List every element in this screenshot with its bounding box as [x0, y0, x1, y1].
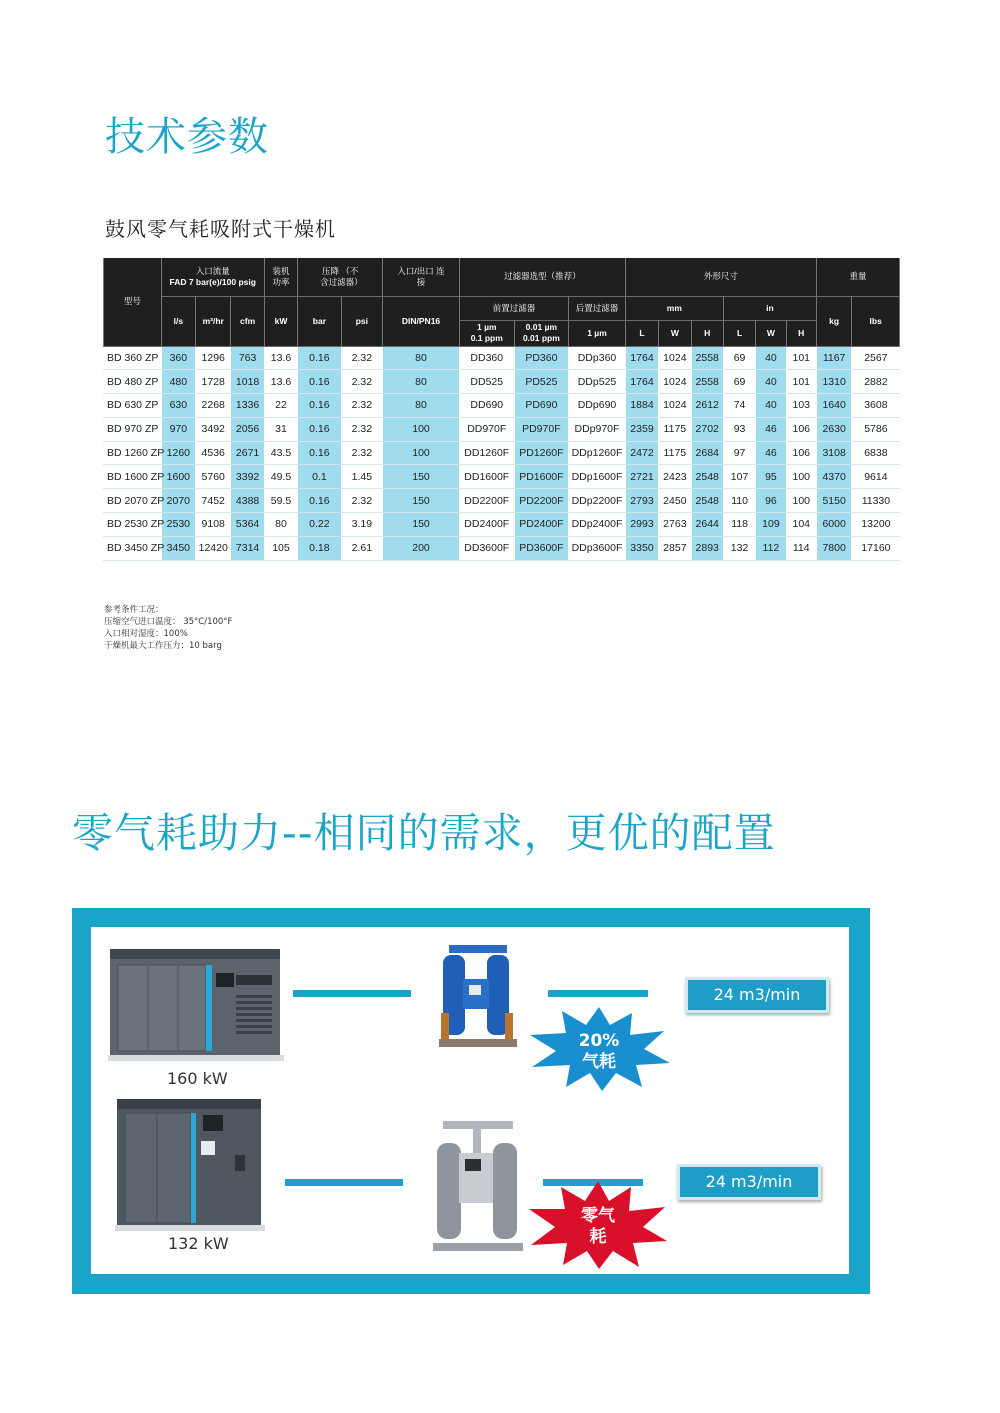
- cell-kw: 22: [264, 394, 297, 418]
- header-flow: [161, 258, 264, 296]
- top-power-label: 160 kW: [167, 1069, 228, 1088]
- unit-pd-a: 0.01 µm: [525, 322, 558, 332]
- cell-ls: 630: [161, 394, 195, 418]
- table-row: [104, 441, 900, 465]
- cell-dd: DD2200F: [459, 489, 514, 513]
- cell-h-in: 101: [786, 370, 816, 394]
- cell-pd: PD970F: [514, 417, 569, 441]
- cell-lbs: 3608: [852, 394, 900, 418]
- cell-kw: 13.6: [264, 346, 297, 370]
- cell-model: BD 2070 ZP: [104, 489, 162, 513]
- cell-pd: PD2400F: [514, 513, 569, 537]
- cell-psi: 2.32: [341, 394, 382, 418]
- cell-h-mm: 2702: [691, 417, 723, 441]
- unit-in: in: [723, 296, 816, 320]
- cell-w-in: 46: [756, 441, 786, 465]
- cell-l-mm: 1764: [625, 370, 658, 394]
- cell-ls: 2530: [161, 513, 195, 537]
- connector-line: [548, 990, 648, 997]
- cell-l-mm: 2993: [625, 513, 658, 537]
- cell-l-mm: 2721: [625, 465, 658, 489]
- cell-h-in: 104: [786, 513, 816, 537]
- cell-ls: 480: [161, 370, 195, 394]
- cell-l-in: 118: [723, 513, 755, 537]
- cell-bar: 0.22: [298, 513, 341, 537]
- unit-kw: kW: [264, 296, 297, 346]
- cell-psi: 2.32: [341, 346, 382, 370]
- spec-table-body: [104, 346, 900, 560]
- cell-dd: DD690: [459, 394, 514, 418]
- cell-h-mm: 2548: [691, 489, 723, 513]
- table-row: [104, 513, 900, 537]
- unit-mm: mm: [625, 296, 723, 320]
- cell-cfm: 4388: [231, 489, 264, 513]
- header-model: 型号: [104, 258, 162, 346]
- cell-cfm: 2671: [231, 441, 264, 465]
- cell-lbs: 5786: [852, 417, 900, 441]
- connector-line: [293, 990, 411, 997]
- cell-h-in: 100: [786, 489, 816, 513]
- cell-din: 150: [383, 465, 460, 489]
- cell-bar: 0.16: [298, 370, 341, 394]
- cell-model: BD 360 ZP: [104, 346, 162, 370]
- header-pre-filter: 前置过滤器: [459, 296, 568, 320]
- cell-m3hr: 12420: [196, 536, 231, 560]
- cell-lbs: 17160: [852, 536, 900, 560]
- top-flow-box: 24 m3/min: [685, 977, 829, 1013]
- blue-dryer-image: [429, 943, 525, 1055]
- unit-H-in: H: [786, 320, 816, 346]
- cell-w-in: 40: [756, 394, 786, 418]
- cell-w-mm: 1175: [659, 441, 691, 465]
- unit-bar: bar: [298, 296, 341, 346]
- cell-pd: PD690: [514, 394, 569, 418]
- cell-kw: 49.5: [264, 465, 297, 489]
- note-line: 入口相对湿度：100%: [104, 629, 188, 639]
- unit-lbs: lbs: [852, 296, 900, 346]
- cell-ddp: DDp690: [569, 394, 626, 418]
- cell-h-mm: 2684: [691, 441, 723, 465]
- cell-h-in: 114: [786, 536, 816, 560]
- cell-cfm: 7314: [231, 536, 264, 560]
- unit-pd-b: 0.01 ppm: [522, 333, 560, 343]
- cell-bar: 0.1: [298, 465, 341, 489]
- cell-m3hr: 5760: [196, 465, 231, 489]
- cell-pd: PD1600F: [514, 465, 569, 489]
- cell-h-mm: 2893: [691, 536, 723, 560]
- cell-l-mm: 1764: [625, 346, 658, 370]
- unit-L-in: L: [723, 320, 755, 346]
- cell-h-in: 106: [786, 441, 816, 465]
- grey-dryer-image: [427, 1117, 527, 1253]
- header-filter: 过滤器选型（推荐）: [459, 258, 625, 296]
- cell-kg: 7800: [816, 536, 851, 560]
- cell-l-in: 74: [723, 394, 755, 418]
- cell-w-in: 109: [756, 513, 786, 537]
- header-power: 装机 功率: [264, 258, 297, 296]
- note-line: 参考条件工况：: [104, 605, 164, 615]
- cell-psi: 2.32: [341, 441, 382, 465]
- cell-ls: 2070: [161, 489, 195, 513]
- cell-w-in: 46: [756, 417, 786, 441]
- cell-ddp: DDp2400F: [569, 513, 626, 537]
- cell-bar: 0.18: [298, 536, 341, 560]
- cell-kg: 1310: [816, 370, 851, 394]
- cell-psi: 2.32: [341, 489, 382, 513]
- cell-w-in: 112: [756, 536, 786, 560]
- cell-ddp: DDp1260F: [569, 441, 626, 465]
- cell-model: BD 1600 ZP: [104, 465, 162, 489]
- cell-h-mm: 2612: [691, 394, 723, 418]
- unit-ls: l/s: [161, 296, 195, 346]
- cell-cfm: 2056: [231, 417, 264, 441]
- unit-m3hr: m³/hr: [196, 296, 231, 346]
- unit-din: DIN/PN16: [383, 296, 460, 346]
- cell-m3hr: 3492: [196, 417, 231, 441]
- note-line: 干燥机最大工作压力：10 barg: [104, 641, 222, 651]
- cell-kg: 1640: [816, 394, 851, 418]
- header-dimensions: 外形尺寸: [625, 258, 816, 296]
- cell-dd: DD1260F: [459, 441, 514, 465]
- cell-ddp: DDp360: [569, 346, 626, 370]
- cell-w-mm: 2423: [659, 465, 691, 489]
- table-row: [104, 536, 900, 560]
- cell-m3hr: 7452: [196, 489, 231, 513]
- cell-l-in: 132: [723, 536, 755, 560]
- badge-zero-line2: 耗: [589, 1227, 607, 1247]
- cell-lbs: 6838: [852, 441, 900, 465]
- compressor-160kw-image: [108, 945, 284, 1063]
- cell-bar: 0.16: [298, 394, 341, 418]
- cell-l-mm: 3350: [625, 536, 658, 560]
- cell-lbs: 11330: [852, 489, 900, 513]
- cell-ls: 1260: [161, 441, 195, 465]
- table-row: [104, 370, 900, 394]
- cell-kw: 31: [264, 417, 297, 441]
- cell-kg: 6000: [816, 513, 851, 537]
- cell-ls: 1600: [161, 465, 195, 489]
- cell-pd: PD525: [514, 370, 569, 394]
- cell-lbs: 9614: [852, 465, 900, 489]
- cell-bar: 0.16: [298, 489, 341, 513]
- unit-kg: kg: [816, 296, 851, 346]
- compressor-132kw-image: [115, 1095, 265, 1235]
- unit-dd-b: 0.1 ppm: [470, 333, 503, 343]
- cell-m3hr: 1296: [196, 346, 231, 370]
- unit-ddp: 1 µm: [569, 320, 626, 346]
- cell-ls: 360: [161, 346, 195, 370]
- cell-din: 80: [383, 346, 460, 370]
- cell-l-in: 93: [723, 417, 755, 441]
- cell-kg: 3108: [816, 441, 851, 465]
- cell-ddp: DDp525: [569, 370, 626, 394]
- cell-kg: 5150: [816, 489, 851, 513]
- cell-h-mm: 2548: [691, 465, 723, 489]
- cell-l-mm: 2472: [625, 441, 658, 465]
- cell-cfm: 1336: [231, 394, 264, 418]
- cell-psi: 2.32: [341, 370, 382, 394]
- table-row: [104, 346, 900, 370]
- cell-w-mm: 1024: [659, 346, 691, 370]
- cell-w-in: 95: [756, 465, 786, 489]
- cell-bar: 0.16: [298, 417, 341, 441]
- cell-kg: 4370: [816, 465, 851, 489]
- cell-pd: PD1260F: [514, 441, 569, 465]
- badge-percent: 20%: [578, 1031, 620, 1051]
- cell-kw: 13.6: [264, 370, 297, 394]
- cell-ddp: DDp3600F: [569, 536, 626, 560]
- unit-dd: [459, 320, 514, 346]
- cell-h-mm: 2558: [691, 370, 723, 394]
- cell-w-mm: 2857: [659, 536, 691, 560]
- cell-ls: 3450: [161, 536, 195, 560]
- cell-l-in: 110: [723, 489, 755, 513]
- cell-w-mm: 1024: [659, 370, 691, 394]
- unit-W-mm: W: [659, 320, 691, 346]
- cell-ddp: DDp970F: [569, 417, 626, 441]
- page-title: 技术参数: [105, 114, 269, 160]
- cell-din: 80: [383, 394, 460, 418]
- header-post-filter: 后置过滤器: [569, 296, 626, 320]
- comparison-title: 零气耗助力--相同的需求，更优的配置: [72, 809, 776, 857]
- cell-kg: 1167: [816, 346, 851, 370]
- cell-w-mm: 1024: [659, 394, 691, 418]
- cell-psi: 3.19: [341, 513, 382, 537]
- cell-w-in: 40: [756, 370, 786, 394]
- cell-kg: 2630: [816, 417, 851, 441]
- cell-l-mm: 1884: [625, 394, 658, 418]
- cell-m3hr: 4536: [196, 441, 231, 465]
- cell-kw: 80: [264, 513, 297, 537]
- cell-din: 150: [383, 489, 460, 513]
- connector-line: [285, 1179, 403, 1186]
- header-flow-label: 入口流量: [195, 265, 230, 276]
- cell-pd: PD2200F: [514, 489, 569, 513]
- cell-l-in: 107: [723, 465, 755, 489]
- comparison-inner: [91, 927, 849, 1274]
- unit-L-mm: L: [625, 320, 658, 346]
- header-connection: 入口/出口 连接: [383, 258, 460, 296]
- cell-cfm: 1018: [231, 370, 264, 394]
- cell-l-in: 97: [723, 441, 755, 465]
- cell-pd: PD360: [514, 346, 569, 370]
- cell-cfm: 763: [231, 346, 264, 370]
- unit-H-mm: H: [691, 320, 723, 346]
- cell-lbs: 2567: [852, 346, 900, 370]
- product-subtitle: 鼓风零气耗吸附式干燥机: [105, 217, 336, 241]
- cell-pd: PD3600F: [514, 536, 569, 560]
- cell-w-in: 96: [756, 489, 786, 513]
- cell-h-in: 101: [786, 346, 816, 370]
- cell-h-in: 106: [786, 417, 816, 441]
- cell-cfm: 5364: [231, 513, 264, 537]
- cell-psi: 2.32: [341, 417, 382, 441]
- badge-zero-line1: 零气: [581, 1206, 615, 1226]
- cell-w-mm: 1175: [659, 417, 691, 441]
- cell-w-mm: 2763: [659, 513, 691, 537]
- cell-kw: 59.5: [264, 489, 297, 513]
- cell-kw: 105: [264, 536, 297, 560]
- cell-model: BD 2530 ZP: [104, 513, 162, 537]
- bottom-power-label: 132 kW: [168, 1234, 229, 1253]
- cell-m3hr: 9108: [196, 513, 231, 537]
- cell-ls: 970: [161, 417, 195, 441]
- cell-din: 100: [383, 417, 460, 441]
- cell-bar: 0.16: [298, 346, 341, 370]
- cell-model: BD 970 ZP: [104, 417, 162, 441]
- cell-bar: 0.16: [298, 441, 341, 465]
- table-row: [104, 465, 900, 489]
- cell-h-mm: 2558: [691, 346, 723, 370]
- unit-dd-a: 1 µm: [476, 322, 497, 332]
- cell-dd: DD1600F: [459, 465, 514, 489]
- cell-cfm: 3392: [231, 465, 264, 489]
- cell-din: 150: [383, 513, 460, 537]
- cell-h-in: 103: [786, 394, 816, 418]
- cell-din: 80: [383, 370, 460, 394]
- cell-lbs: 13200: [852, 513, 900, 537]
- table-row: [104, 417, 900, 441]
- cell-dd: DD2400F: [459, 513, 514, 537]
- cell-dd: DD3600F: [459, 536, 514, 560]
- cell-kw: 43.5: [264, 441, 297, 465]
- cell-psi: 2.61: [341, 536, 382, 560]
- cell-model: BD 480 ZP: [104, 370, 162, 394]
- cell-model: BD 1260 ZP: [104, 441, 162, 465]
- spec-table: [103, 258, 900, 561]
- cell-din: 100: [383, 441, 460, 465]
- cell-din: 200: [383, 536, 460, 560]
- unit-psi: psi: [341, 296, 382, 346]
- table-row: [104, 394, 900, 418]
- header-pressure-drop: 压降 （不含过滤器）: [298, 258, 383, 296]
- cell-w-in: 40: [756, 346, 786, 370]
- cell-ddp: DDp1600F: [569, 465, 626, 489]
- unit-pd: [514, 320, 569, 346]
- cell-model: BD 3450 ZP: [104, 536, 162, 560]
- cell-h-in: 100: [786, 465, 816, 489]
- cell-m3hr: 2268: [196, 394, 231, 418]
- cell-dd: DD360: [459, 346, 514, 370]
- cell-l-mm: 2359: [625, 417, 658, 441]
- bottom-flow-box: 24 m3/min: [677, 1164, 821, 1200]
- cell-w-mm: 2450: [659, 489, 691, 513]
- header-weight: 重量: [816, 258, 899, 296]
- badge-label: 气耗: [582, 1052, 616, 1072]
- cell-l-in: 69: [723, 370, 755, 394]
- unit-cfm: cfm: [231, 296, 264, 346]
- cell-model: BD 630 ZP: [104, 394, 162, 418]
- comparison-panel: [72, 908, 870, 1294]
- table-row: [104, 489, 900, 513]
- cell-ddp: DDp2200F: [569, 489, 626, 513]
- cell-l-in: 69: [723, 346, 755, 370]
- cell-dd: DD970F: [459, 417, 514, 441]
- header-flow-sub: FAD 7 bar(e)/100 psig: [169, 276, 256, 287]
- unit-W-in: W: [756, 320, 786, 346]
- cell-lbs: 2882: [852, 370, 900, 394]
- cell-psi: 1.45: [341, 465, 382, 489]
- note-line: 压缩空气进口温度： 35°C/100°F: [104, 617, 233, 627]
- cell-l-mm: 2793: [625, 489, 658, 513]
- reference-notes: [104, 604, 232, 652]
- cell-m3hr: 1728: [196, 370, 231, 394]
- cell-dd: DD525: [459, 370, 514, 394]
- cell-h-mm: 2644: [691, 513, 723, 537]
